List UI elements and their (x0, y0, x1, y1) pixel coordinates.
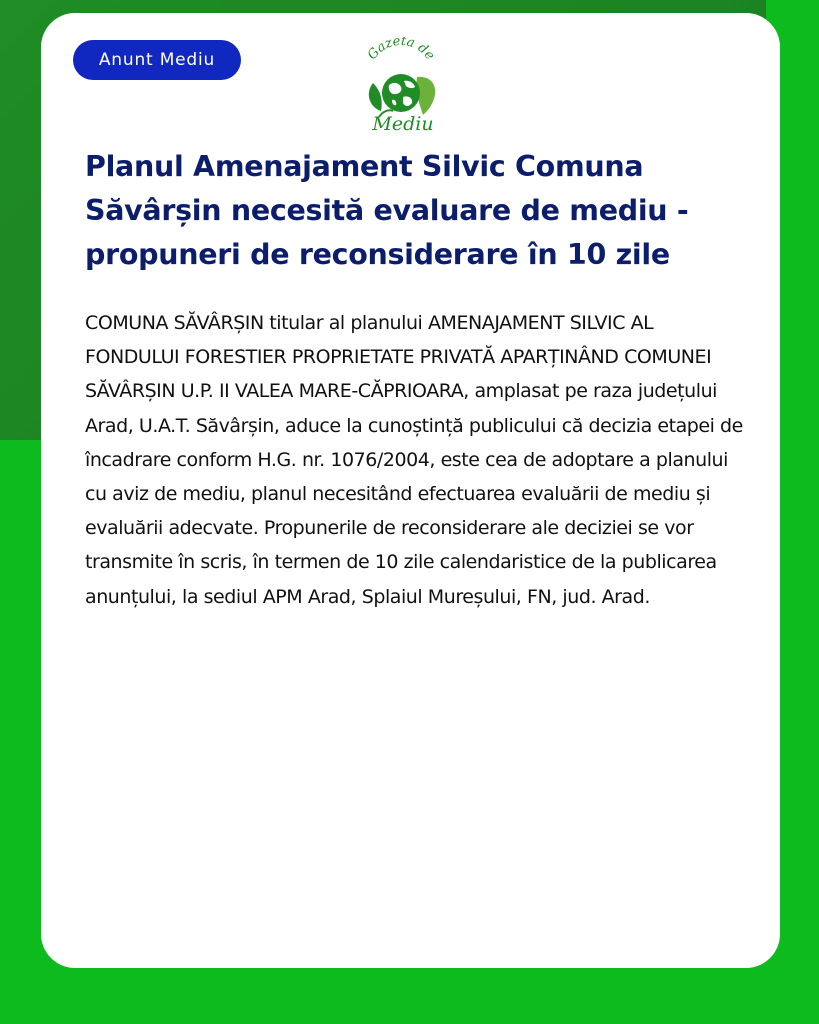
article-body: COMUNA SĂVÂRȘIN titular al planului AMENAJAMENT SILVIC AL FONDULUI FORESTIER PROPRIETATE PRIVATĂ APARȚINÂND COMUNEI SĂVÂRȘIN U.P. II VALEA MARE-CĂPRIOARA, amplasat pe raza județului Arad, U.A.T. Săvârșin, aduce la cunoștință publicului că decizia etapei de încadrare conform H.G. nr. 1076/2004, este cea de adoptare a planului cu aviz de mediu, planul necesitând efectuarea evaluării de mediu și evaluării adecvate. Propunerile de reconsiderare ale deciziei se vor transmite în scris, în termen de 10 zile calendaristice de la publicarea anunțului, la sediul APM Arad, Splaiul Mureșului, FN, jud. Arad. (85, 312, 743, 608)
category-badge[interactable]: Anunt Mediu (73, 40, 241, 80)
content-card (41, 13, 780, 968)
logo-top-text: Gazeta de (364, 37, 438, 63)
logo-graphic (359, 37, 443, 133)
gazeta-de-mediu-logo[interactable] (359, 37, 443, 133)
logo-bottom-text: Mediu (372, 113, 434, 133)
globe-icon (382, 74, 420, 112)
article-title: Planul Amenajament Silvic Comuna Săvârșin necesită evaluare de mediu - propuneri de reconsiderare în 10 zile (85, 150, 689, 271)
